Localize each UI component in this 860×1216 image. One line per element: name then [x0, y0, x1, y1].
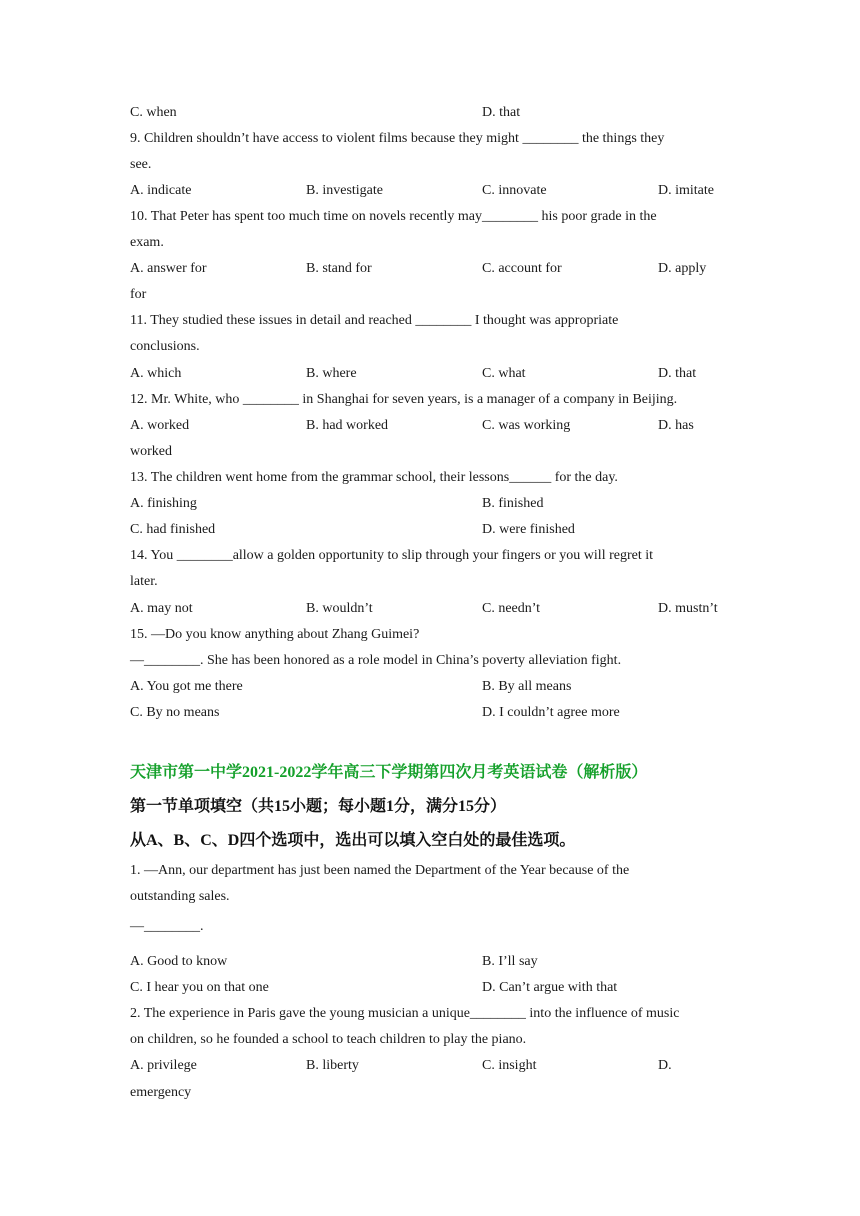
question-1-stem: 1. —Ann, our department has just been named the Department of the Year because of the	[130, 863, 630, 878]
option-15c: C. By no means	[130, 705, 220, 720]
option-11b: B. where	[306, 366, 357, 381]
option-13c: C. had finished	[130, 522, 216, 537]
option-2b: B. liberty	[306, 1058, 359, 1073]
option-12c: C. was working	[482, 418, 571, 433]
question-12-stem: 12. Mr. White, who ________ in Shanghai for seven years, is a manager of a company in Beijing.	[130, 392, 678, 407]
question-13-stem: 13. The children went home from the grammar school, their lessons______ for the day.	[130, 470, 618, 485]
option-12a: A. worked	[130, 418, 190, 433]
option-9a: A. indicate	[130, 183, 192, 198]
option-2a: A. privilege	[130, 1058, 197, 1073]
option-1b: B. I’ll say	[482, 954, 538, 969]
option-15d: D. I couldn’t agree more	[482, 705, 620, 720]
option-14b: B. wouldn’t	[306, 601, 373, 616]
question-9-stem-cont: see.	[130, 157, 152, 172]
question-2-stem: 2. The experience in Paris gave the young musician a unique________ into the influence of music	[130, 1006, 680, 1021]
question-15-stem-cont: —________. She has been honored as a role model in China’s poverty alleviation fight.	[130, 653, 622, 668]
option-2c: C. insight	[482, 1058, 537, 1073]
option-10a: A. answer for	[130, 261, 207, 276]
option-14d: D. mustn’t	[658, 601, 718, 616]
option-11d: D. that	[658, 366, 697, 381]
question-14-stem: 14. You ________allow a golden opportunity to slip through your fingers or you will regret it	[130, 548, 654, 563]
exam-title: 天津市第一中学2021-2022学年高三下学期第四次月考英语试卷（解析版）	[130, 764, 648, 781]
option-2d-cont: emergency	[130, 1085, 192, 1100]
question-10-stem-cont: exam.	[130, 235, 164, 250]
option-11a: A. which	[130, 366, 182, 381]
question-11-stem-cont: conclusions.	[130, 339, 200, 354]
question-15-stem: 15. —Do you know anything about Zhang Guimei?	[130, 627, 420, 642]
option-1c: C. I hear you on that one	[130, 980, 269, 995]
option-12d-cont: worked	[130, 444, 172, 459]
option-1a: A. Good to know	[130, 954, 228, 969]
option-10b: B. stand for	[306, 261, 372, 276]
option-12b: B. had worked	[306, 418, 389, 433]
option-10d: D. apply	[658, 261, 707, 276]
option-15a: A. You got me there	[130, 679, 243, 694]
option-8d: D. that	[482, 105, 521, 120]
question-9-stem: 9. Children shouldn’t have access to violent films because they might ________ the things they	[130, 131, 665, 146]
option-12d: D. has	[658, 418, 694, 433]
option-9d: D. imitate	[658, 183, 714, 198]
option-8c: C. when	[130, 105, 177, 120]
question-11-stem: 11. They studied these issues in detail and reached ________ I thought was appropriate	[130, 313, 619, 328]
question-10-stem: 10. That Peter has spent too much time on novels recently may________ his poor grade in the	[130, 209, 657, 224]
option-9c: C. innovate	[482, 183, 547, 198]
option-13a: A. finishing	[130, 496, 197, 511]
option-13b: B. finished	[482, 496, 544, 511]
section-part-heading: 第一节单项填空（共15小题；每小题1分，满分15分）	[130, 798, 507, 815]
option-2d: D.	[658, 1058, 672, 1073]
option-10c: C. account for	[482, 261, 562, 276]
option-11c: C. what	[482, 366, 526, 381]
option-9b: B. investigate	[306, 183, 383, 198]
question-2-stem-cont: on children, so he founded a school to teach children to play the piano.	[130, 1032, 527, 1047]
question-1-stem-cont: outstanding sales.	[130, 889, 230, 904]
option-13d: D. were finished	[482, 522, 575, 537]
option-15b: B. By all means	[482, 679, 572, 694]
option-14a: A. may not	[130, 601, 193, 616]
option-10d-cont: for	[130, 287, 147, 302]
section-instruction: 从A、B、C、D四个选项中，选出可以填入空白处的最佳选项。	[130, 832, 576, 849]
question-1-reply: —________.	[130, 919, 204, 934]
option-1d: D. Can’t argue with that	[482, 980, 618, 995]
question-14-stem-cont: later.	[130, 574, 158, 589]
option-14c: C. needn’t	[482, 601, 541, 616]
